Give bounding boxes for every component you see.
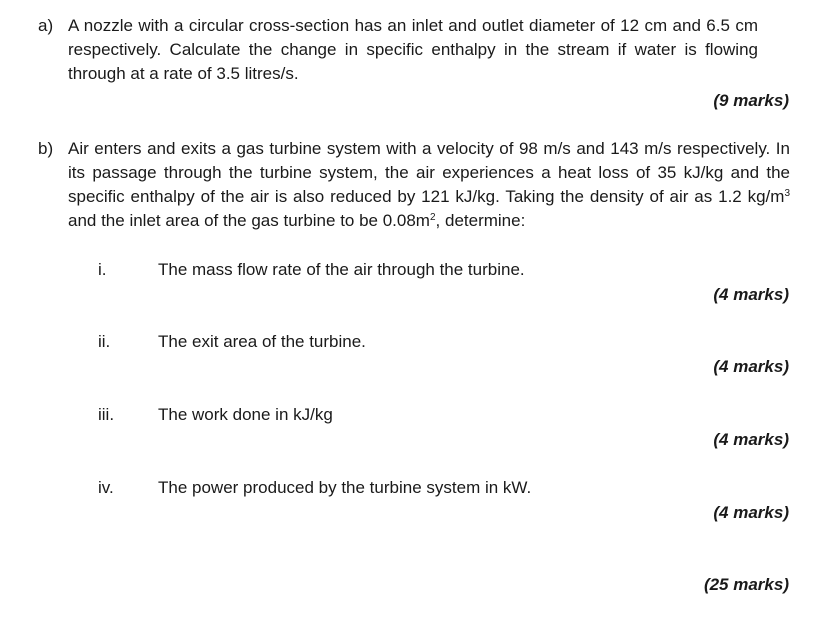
question-a-marks: (9 marks) xyxy=(713,91,789,110)
subpart-ii-text: The exit area of the turbine. xyxy=(158,332,366,351)
subpart-i-text: The mass flow rate of the air through the turbine. xyxy=(158,260,525,279)
superscript-squared: 2 xyxy=(429,212,436,223)
subpart-ii-number: ii. xyxy=(98,332,111,351)
question-a-text: A nozzle with a circular cross-section has an inlet and outlet diameter of 12 cm and 6.5 cm respectively. Calculate the change in specific enthalpy in the stream if water is flowing through at a rate of 3.5 litres/s. xyxy=(68,16,758,83)
subpart-iv-text: The power produced by the turbine system in kW. xyxy=(158,478,532,497)
subpart-i-marks: (4 marks) xyxy=(713,285,789,304)
question-b-text xyxy=(68,137,790,233)
subpart-ii-marks: (4 marks) xyxy=(713,357,789,376)
subpart-iii-marks: (4 marks) xyxy=(713,430,789,449)
subpart-iv-number: iv. xyxy=(98,478,114,497)
subpart-iii-number: iii. xyxy=(98,405,115,424)
question-b-text-part2: and the inlet area of the gas turbine to be 0.08m xyxy=(68,211,430,230)
question-b-text-part1: Air enters and exits a gas turbine system with a velocity of 98 m/s and 143 m/s respectively. In its passage through the turbine system, the air experiences a heat loss of 35 kJ/kg and the specific enthalpy of the air is also reduced by 121 kJ/kg. Taking the density of air as 1.2 kg/m xyxy=(68,139,790,206)
question-a-label: a) xyxy=(38,16,54,35)
subpart-iv-marks: (4 marks) xyxy=(713,503,789,522)
total-marks: (25 marks) xyxy=(703,575,789,594)
subpart-iii-text: The work done in kJ/kg xyxy=(158,405,333,424)
question-b-text-part3: , determine: xyxy=(435,211,526,230)
subpart-i-number: i. xyxy=(98,260,107,279)
superscript-cubed: 3 xyxy=(784,188,790,199)
question-b-label: b) xyxy=(38,139,54,158)
